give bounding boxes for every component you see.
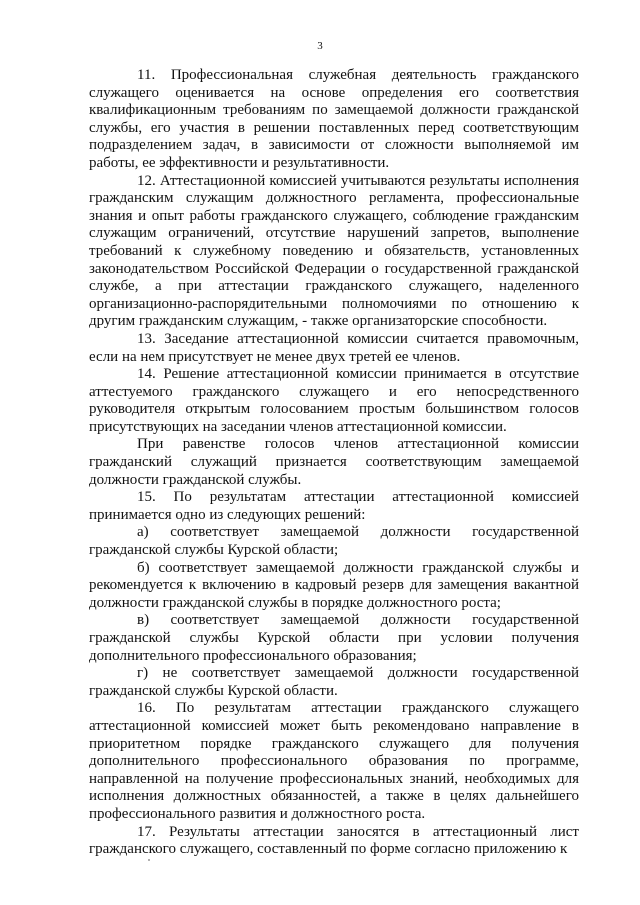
page-number: 3 <box>317 40 323 52</box>
scan-speck <box>148 859 150 861</box>
decision-option-g: г) не соответствует замещаемой должности государственной гражданской службы Курской области. <box>89 665 579 699</box>
decision-option-a: а) соответствует замещаемой должности государственной гражданской службы Курской области; <box>89 524 579 559</box>
paragraph-12: 12. Аттестационной комиссией учитываются результаты исполнения гражданским служащим должностного регламента, профессиональные знания и опыт работы гражданского служащего, соблюдение гражданским служащим ограничений, отсутствие нарушений запретов, выполнение требований к служебному поведению и обязательств, установленных законодательством Российской Федерации о государственной гражданской службе, а при аттестации гражданского служащего, наделенного организационно-распорядительными полномочиями по отношению к другим гражданским служащим, - также организаторские способности. <box>89 172 579 330</box>
document-body <box>89 67 579 859</box>
paragraph-16: 16. По результатам аттестации гражданского служащего аттестационной комиссией может быть рекомендовано направление в приоритетном порядке гражданского служащего для получения дополнительного профессионального образования по программе, направленной на получение профессиональных знаний, необходимых для исполнения должностных обязанностей, а также в целях дальнейшего профессионального развития и должностного роста. <box>89 700 579 822</box>
paragraph-14: 14. Решение аттестационной комиссии принимается в отсутствие аттестуемого гражданского служащего и его непосредственного руководителя открытым голосованием простым большинством голосов присутствующих на заседании членов аттестационной комиссии. <box>89 366 579 435</box>
paragraph-15: 15. По результатам аттестации аттестационной комиссией принимается одно из следующих решений: <box>89 489 579 523</box>
paragraph-11: 11. Профессиональная служебная деятельность гражданского служащего оценивается на основе определения его соответствия квалификационным требованиям по замещаемой должности гражданской службы, его участия в решении поставленных перед соответствующим подразделением задач, в зависимости от сложности выполняемой им работы, ее эффективности и результативности. <box>89 67 579 171</box>
paragraph-13: 13. Заседание аттестационной комиссии считается правомочным, если на нем присутствует не менее двух третей ее членов. <box>89 330 579 365</box>
paragraph-17: 17. Результаты аттестации заносятся в аттестационный лист гражданского служащего, составленный по форме согласно приложению к <box>89 823 579 858</box>
decision-option-b: б) соответствует замещаемой должности гражданской службы и рекомендуется к включению в кадровый резерв для замещения вакантной должности гражданской службы в порядке должностного роста; <box>89 559 579 611</box>
decision-option-v: в) соответствует замещаемой должности государственной гражданской службы Курской области при условии получения дополнительного профессионального образования; <box>89 612 579 664</box>
paragraph-14-tie-vote: При равенстве голосов членов аттестационной комиссии гражданский служащий признается соответствующим замещаемой должности гражданской службы. <box>89 436 579 488</box>
